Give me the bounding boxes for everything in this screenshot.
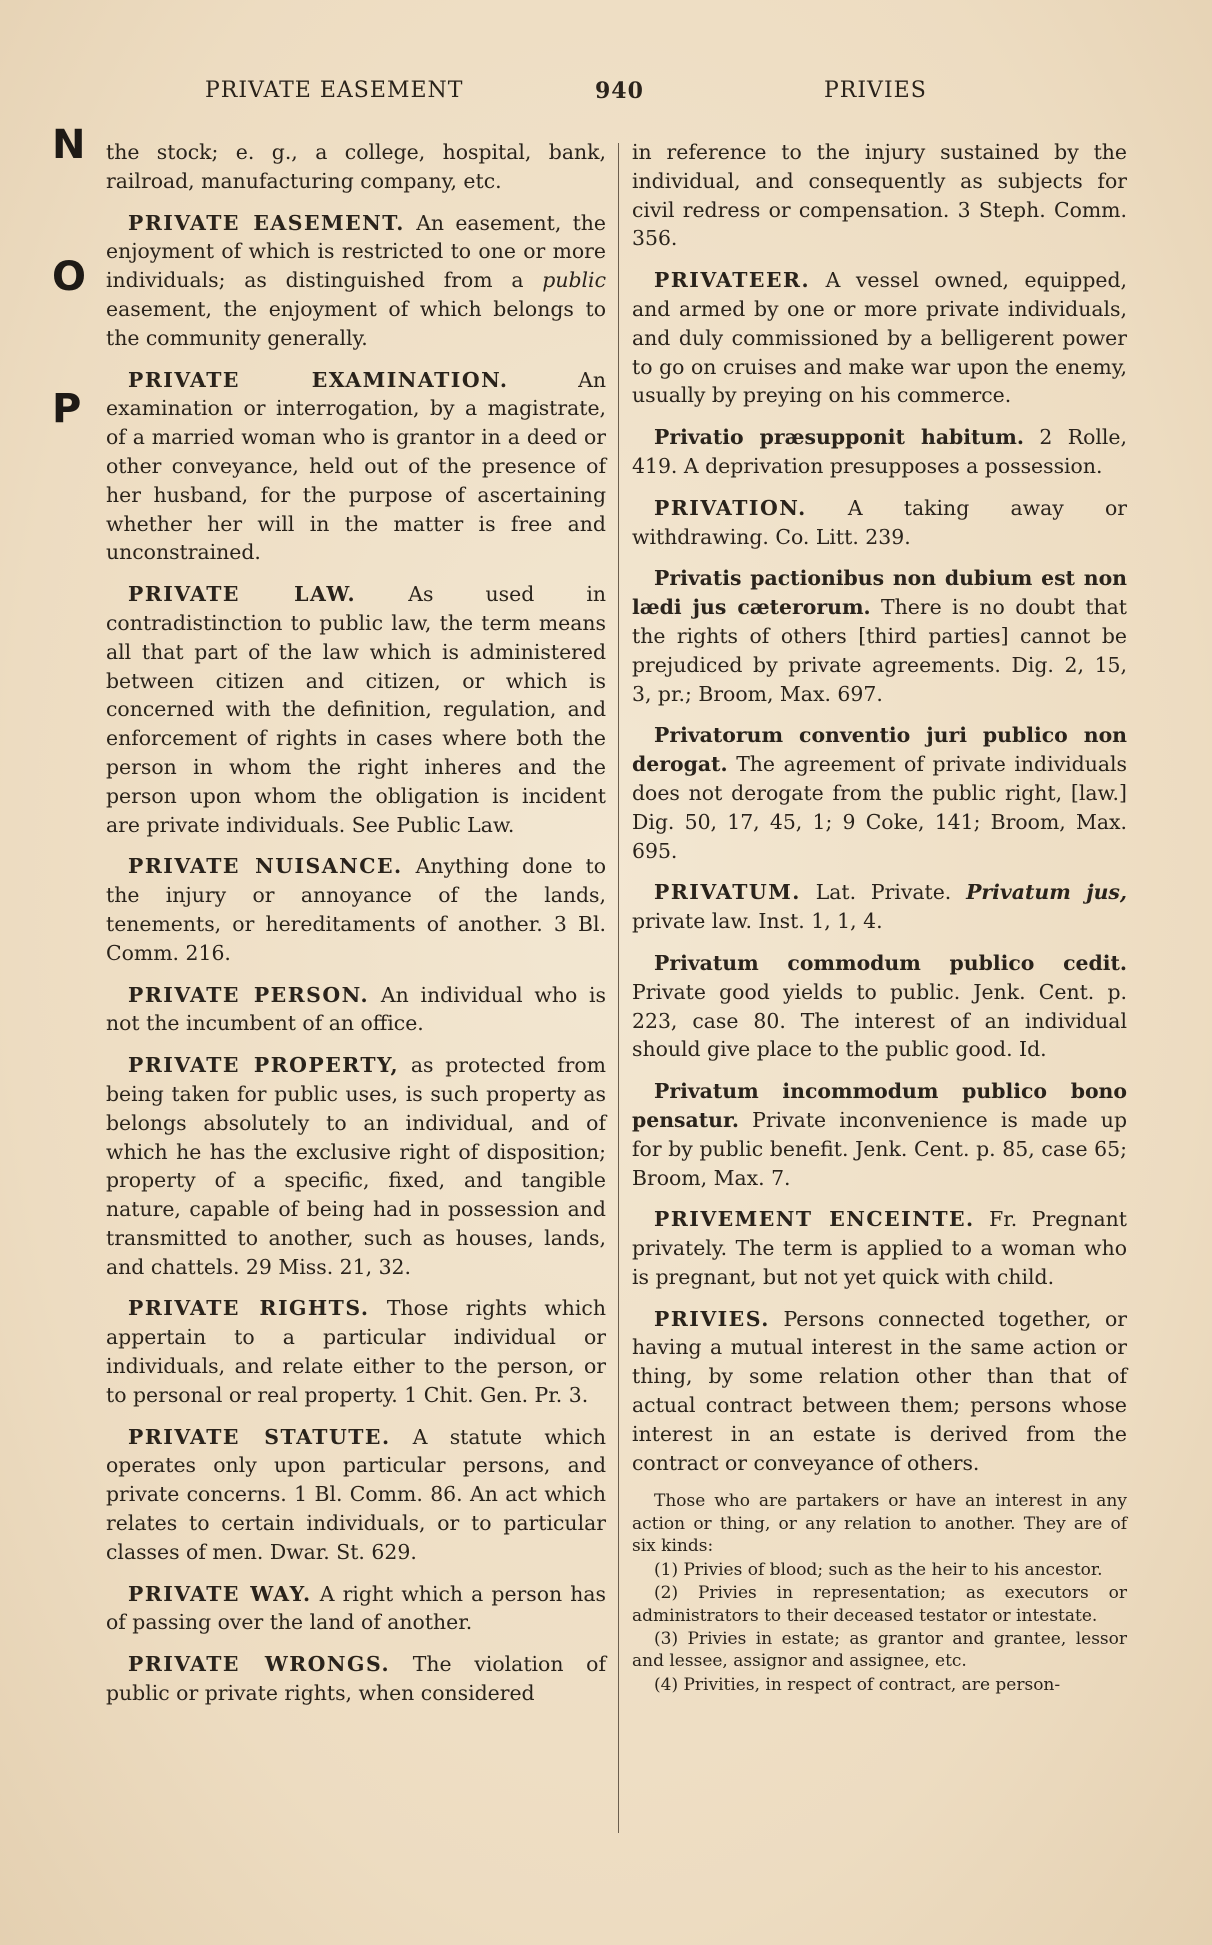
entry-term: PRIVATE WRONGS. [128,1652,391,1677]
entry-privatorum-maxim [632,721,1127,865]
entry-term: PRIVATION. [654,495,807,520]
header-right-guide-word: PRIVIES [824,78,927,103]
entry-private-statute [106,1423,606,1567]
entry-term: PRIVATE RIGHTS. [128,1296,370,1321]
entry-definition: The violation of public or private rights, when considered [106,1652,606,1706]
privies-kind-item: (3) Privies in estate; as grantor and grantee, lessor and lessee, assignor and assignee, etc. [632,1628,1127,1672]
entry-term: PRIVIES. [654,1306,770,1331]
entry-private-rights [106,1294,606,1409]
entry-privation [632,494,1127,552]
right-column [632,138,1127,1697]
entry-private-property [106,1051,606,1281]
entry-term: PRIVATUM. [654,880,801,905]
thumb-index-letter: P [52,386,82,432]
entry-definition: A statute which operates only upon particular persons, and private concerns. 1 Bl. Comm. 86. An act which relates to certain individuals, or to particular classes of men. Dwar. St. 629. [106,1424,606,1564]
entry-private-nuisance [106,852,606,967]
privies-kind-item: (4) Privities, in respect of contract, are person- [654,1674,1061,1695]
entry-term: PRIVATE WAY. [128,1581,312,1606]
entry-private-law [106,580,606,839]
entry-term: PRIVEMENT ENCEINTE. [654,1207,975,1232]
continued-entry-text: in reference to the injury sustained by the individual, and consequently as subjects for civil redress or compensation. 3 Steph. Comm. 356. [632,140,1127,251]
entry-term: PRIVATE STATUTE. [128,1424,391,1449]
entry-italic-word: public [542,268,606,293]
entry-definition: Anything done to the injury or annoyance of the lands, tenements, or hereditaments of another. 3 Bl. Comm. 216. [106,854,606,965]
thumb-index-letter: N [52,122,86,168]
privies-kind-item: (1) Privies of blood; such as the heir to his ancestor. [654,1559,1103,1580]
entry-term: PRIVATEER. [654,268,811,293]
entry-definition: There is no doubt that the rights of others [third parties] cannot be prejudiced by private agreements. Dig. 2, 15, 3, pr.; Broom, Max. 697. [632,595,1127,706]
continued-entry-text: the stock; e. g., a college, hospital, bank, railroad, manufacturing company, etc. [106,140,606,193]
entry-term: PRIVATE EXAMINATION. [128,367,509,392]
thumb-index-letter: O [52,254,87,300]
entry-definition: Fr. Pregnant privately. The term is applied to a woman who is pregnant, but not yet quick with child. [632,1207,1127,1289]
entry-term: PRIVATE EASEMENT. [128,210,405,235]
entry-definition: private law. Inst. 1, 1, 4. [632,909,883,934]
entry-definition: As used in contradistinction to public law, the term means all that part of the law which is administered between citizen and citizen, or which is concerned with the definition, regulation, and enforcement of rights in cases where both the person in whom the right inheres and the person upon whom the obligation is incident are private individuals. See Public Law. [106,582,606,837]
entry-definition: Private inconvenience is made up for by public benefit. Jenk. Cent. p. 85, case 65; Broom, Max. 7. [632,1107,1127,1190]
entry-maxim: Privatis pactionibus non dubium est non lædi jus cæterorum. [632,566,1127,620]
header-left-guide-word: PRIVATE EASEMENT [205,78,464,103]
entry-private-examination [106,366,606,568]
running-header [0,78,1212,118]
entry-privatis-maxim [632,564,1127,708]
entry-private-person [106,981,606,1039]
entry-definition: An individual who is not the incumbent of an office. [106,982,606,1036]
entry-privateer [632,266,1127,410]
entry-maxim: Privatio præsupponit habitum. [654,425,1024,450]
entry-maxim: Privatorum conventio juri publico non derogat. [632,723,1127,777]
entry-definition: Lat. Private. [800,880,967,905]
entry-definition: as protected from being taken for public uses, is such property as belongs absolutely to an individual, and of which he has the exclusive right of disposition; property of a specific, fixed, and tangible nature, capable of being had in possession and transmitted to another, such as houses, lands, and chattels. 29 Miss. 21, 32. [106,1053,606,1279]
privies-note: Those who are partakers or have an interest in any action or thing, or any relation to another. They are of six kinds: [632,1491,1127,1557]
entry-definition: Private good yields to public. Jenk. Cent. p. 223, case 80. The interest of an individual should give place to the public good. Id. [632,979,1127,1062]
entry-term: PRIVATE NUISANCE. [128,854,403,879]
entry-definition: Persons connected together, or having a mutual interest in the same action or thing, by some relation other than that of actual contract between them; persons whose interest in an estate is derived from the contract or conveyance of others. [632,1306,1127,1475]
entry-definition: easement, the enjoyment of which belongs to the community generally. [106,296,606,350]
entry-privatum-incommodum-maxim [632,1077,1127,1192]
entry-privatio-maxim [632,423,1127,481]
entry-privement-enceinte [632,1205,1127,1291]
entry-definition: A right which a person has of passing over the land of another. [106,1581,607,1635]
entry-definition: Those rights which appertain to a particular individual or individuals, and relate either to the person, or to personal or real property. 1 Chit. Gen. Pr. 3. [106,1296,606,1407]
privies-kind-item: (2) Privies in representation; as executors or administrators to their deceased testator or intestate. [632,1583,1127,1626]
entry-term: PRIVATE PROPERTY, [128,1053,400,1078]
entry-term: PRIVATE PERSON. [128,982,370,1007]
entry-term: PRIVATE LAW. [128,582,357,607]
entry-maxim: Privatum commodum publico cedit. [654,950,1127,975]
entry-definition: The agreement of private individuals does not derogate from the public right, [law.] Dig. 50, 17, 45, 1; 9 Coke, 141; Broom, Max. 695. [632,752,1127,863]
entry-definition: 2 Rolle, 419. A deprivation presupposes a possession. [632,425,1127,478]
entry-private-easement [106,209,606,353]
entry-private-way [106,1580,606,1638]
entry-definition: An easement, the enjoyment of which is restricted to one or more individuals; as distinguished from a [106,210,606,293]
left-column [106,138,606,1721]
entry-definition: An examination or interrogation, by a magistrate, of a married woman who is grantor in a deed or other conveyance, held out of the presence of her husband, for the purpose of ascertaining whether her will in the matter is free and unconstrained. [106,367,607,565]
entry-definition: A vessel owned, equipped, and armed by one or more private individuals, and duly commissioned by a belligerent power to go on cruises and make war upon the enemy, usually by preying on his commerce. [632,268,1127,408]
page-number: 940 [595,78,644,104]
entry-italic-word: Privatum jus, [966,880,1127,905]
entry-private-wrongs [106,1650,606,1708]
entry-definition: A taking away or withdrawing. Co. Litt. 239. [632,495,1127,549]
entry-privies [632,1305,1127,1478]
entry-privatum [632,878,1127,936]
column-divider [618,143,619,1833]
entry-privatum-commodum-maxim [632,949,1127,1064]
entry-maxim: Privatum incommodum publico bono pensatur. [632,1079,1127,1132]
